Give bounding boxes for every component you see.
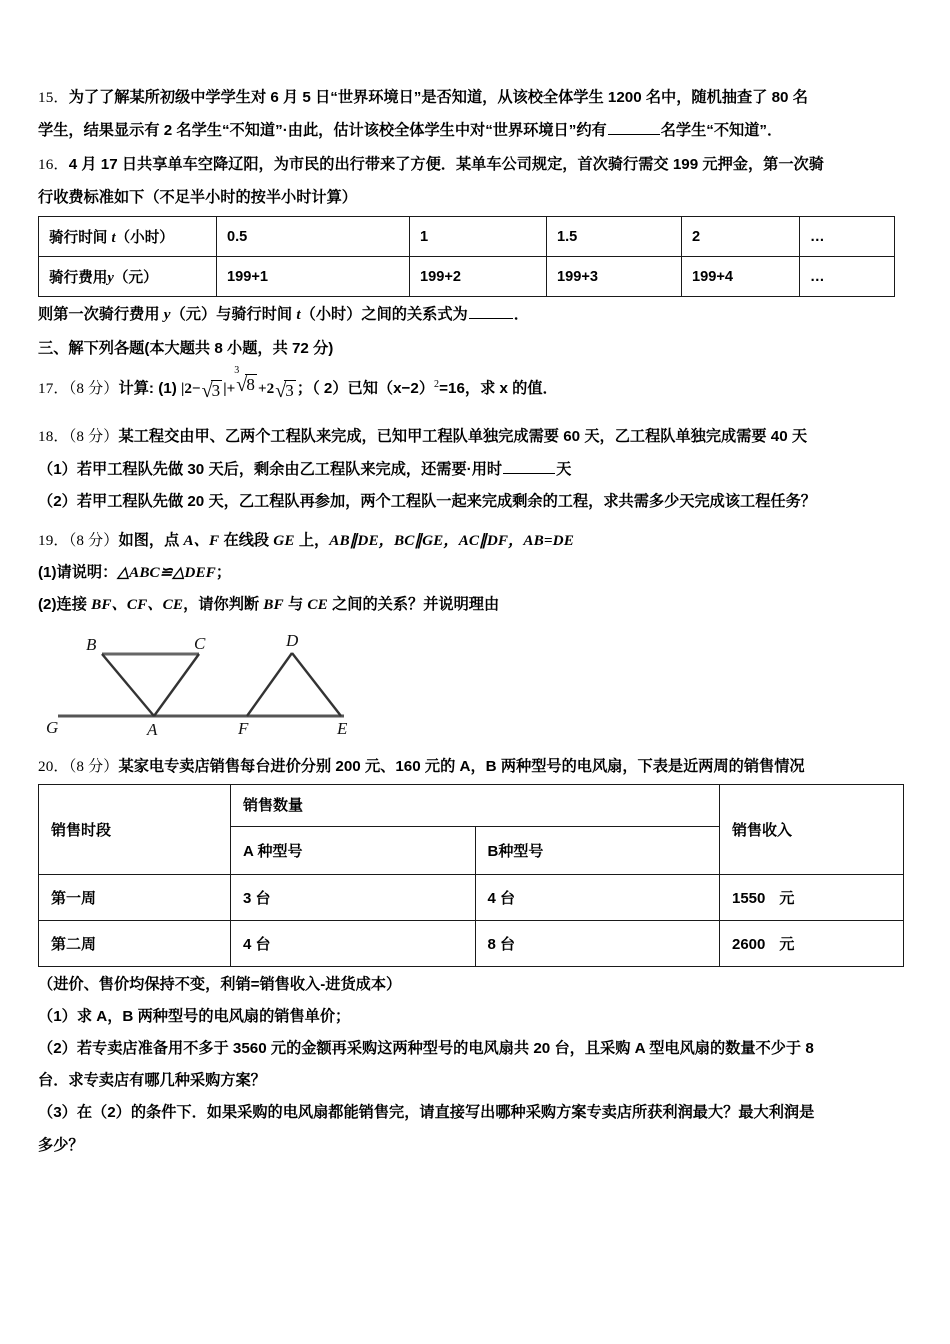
table-header-row-1 [39, 785, 904, 827]
q16-after-c: （小时）之间的关系式为 [300, 306, 468, 324]
q17-expr-a: |2− [180, 379, 201, 397]
q15-line-2 [38, 119, 898, 142]
q16-relation-line [38, 303, 898, 326]
cell-period-week2: 第二周 [39, 921, 231, 967]
figure-label-E: E [337, 719, 348, 738]
spacer [38, 746, 898, 755]
row-label-fee-var: y [107, 270, 114, 287]
q19-score: （8 分） [68, 531, 119, 549]
q18-sub-1 [38, 458, 898, 481]
q19-segments-1: BF、CF、CE [91, 595, 184, 613]
q20-sub-1 [38, 1005, 898, 1028]
q20-text-1: 某家电专卖店销售每台进价分别 200 元、160 元的 A，B 两种型号的电风扇，下表是近两周的销售情况 [118, 758, 805, 775]
q16-var-t: t [296, 306, 301, 324]
cell-time-4: … [800, 217, 895, 257]
q20-sub2-line-1 [38, 1037, 898, 1060]
q17-part2-tail: =16，求 x 的值． [439, 379, 558, 397]
question-20 [38, 755, 898, 778]
cell-time-3: 2 [682, 217, 800, 257]
q20-sub1-text: （1）求 A，B 两种型号的电风扇的销售单价； [38, 1008, 351, 1026]
income-unit-week1: 元 [779, 890, 795, 908]
header-model-b: B种型号 [475, 827, 720, 875]
q19-congruence: △ABC≌△DEF [117, 563, 216, 581]
section-3-heading-text: 三、解下列各题(本大题共 8 小题，共 72 分) [38, 340, 334, 358]
cell-time-2: 1.5 [547, 217, 682, 257]
figure-label-G: G [46, 718, 59, 737]
q16-line-1 [38, 153, 898, 176]
sqrt-3-second-radicand: 3 [285, 380, 294, 400]
figure-label-A: A [147, 720, 158, 739]
row-label-fee [39, 257, 217, 297]
q19-line-1 [38, 529, 898, 552]
cell-fee-3: 199+4 [682, 257, 800, 297]
q20-sub3-line-1 [38, 1101, 898, 1124]
q19-sub-2 [38, 593, 898, 616]
cell-period-week1: 第一周 [39, 875, 231, 921]
sqrt-3-first-radicand: 3 [211, 380, 221, 400]
spacer [38, 515, 898, 529]
cell-income-week2 [720, 921, 904, 967]
q17-number: 17． [38, 379, 69, 397]
segment-DE [292, 653, 341, 716]
segment-BA [102, 654, 154, 716]
q16-var-y: y [163, 306, 171, 324]
q20-sub3-line-2 [38, 1134, 898, 1157]
q18-line-1 [38, 425, 898, 448]
header-sales-income: 销售收入 [720, 785, 904, 875]
cell-b-qty-week2: 8 台 [475, 921, 720, 967]
q16-after-a: 则第一次骑行费用 [38, 306, 164, 324]
q20-number: 20． [38, 758, 69, 775]
figure-label-D: D [286, 631, 299, 650]
table-row [39, 217, 895, 257]
q19-conditions: AB∥DE，BC∥GE，AC∥DF，AB=DE [329, 531, 574, 549]
q19-sub2-b: ，请你判断 [183, 595, 264, 613]
q19-sub2-a: (2)连接 [38, 595, 92, 613]
question-18 [38, 425, 898, 512]
q17-expr-d: ； [296, 379, 313, 397]
geometry-figure-svg [44, 628, 384, 740]
question-19 [38, 529, 898, 616]
q19-text-a: 如图，点 [118, 531, 184, 549]
q16-number: 16． [38, 156, 69, 174]
table-row [39, 921, 904, 967]
q19-sub1-a: (1)请说明： [38, 563, 118, 581]
cube-root-8: 3 √8 [234, 364, 255, 396]
cell-fee-0: 199+1 [217, 257, 410, 297]
page-content [38, 86, 898, 1159]
q17-part2: （ 2）已知（x−2） [312, 379, 435, 397]
figure-label-C: C [194, 634, 206, 653]
figure-label-F: F [238, 719, 249, 738]
q17-expr-b: |+ [223, 379, 236, 397]
cycling-fee-table [38, 216, 895, 297]
cell-fee-2: 199+3 [547, 257, 682, 297]
sales-table [38, 784, 904, 967]
cube-root-8-radicand: 8 [246, 374, 255, 394]
q19-sub2-c: 与 [283, 595, 308, 613]
q19-number: 19． [38, 531, 69, 549]
q15-text-2b: 名学生“不知道”． [660, 122, 783, 140]
income-unit-week2: 元 [779, 936, 795, 954]
q19-points: A、F [183, 531, 220, 549]
spacer [38, 363, 898, 377]
row-label-time-pre: 骑行时间 [49, 230, 112, 247]
q20-note-text: （进价、售价均保持不变，利销=销售收入-进货成本） [38, 976, 402, 994]
sqrt-3-first: √3 [201, 379, 221, 402]
q19-segment-ce: CE [307, 595, 328, 613]
q20-sub-3 [38, 1101, 898, 1156]
q20-sub2-text-1: （2）若专卖店准备用不多于 3560 元的金额再采购这两种型号的电风扇共 20 台，且采购 A 型电风扇的数量不少于 8 [38, 1040, 814, 1058]
q20-sub3-text-1: （3）在（2）的条件下．如果采购的电风扇都能销售完，请直接写出哪种采购方案专卖店所获利润最大？最大利润是 [38, 1104, 815, 1122]
header-sales-period: 销售时段 [39, 785, 231, 875]
cell-fee-4: … [800, 257, 895, 297]
q15-answer-blank[interactable] [608, 120, 660, 135]
q19-text-c: 上， [294, 531, 330, 549]
q17-score: （8 分） [68, 379, 119, 397]
table-row [39, 875, 904, 921]
header-sales-quantity: 销售数量 [231, 785, 720, 827]
sqrt-3-second: √3 [275, 379, 294, 402]
q19-sub2-d: 之间的关系？并说明理由 [327, 595, 500, 613]
header-model-a: A 种型号 [231, 827, 476, 875]
q16-after-d: ． [513, 306, 529, 324]
spacer [38, 144, 898, 153]
q16-after-b: （元）与骑行时间 [170, 306, 297, 324]
q18-score: （8 分） [68, 428, 119, 446]
income-value-week2: 2600 [732, 936, 766, 954]
q20-sub2-text-2: 台．求专卖店有哪几种采购方案？ [38, 1072, 266, 1090]
cell-a-qty-week2: 4 台 [231, 921, 476, 967]
figure-label-B: B [86, 635, 97, 654]
section-3-heading [38, 337, 898, 360]
q18-number: 18． [38, 428, 69, 446]
cell-time-0: 0.5 [217, 217, 410, 257]
q19-segment-ge: GE [273, 531, 295, 549]
q20-note [38, 973, 898, 996]
q19-sub-1 [38, 561, 898, 584]
q20-sub3-text-2: 多少？ [38, 1136, 84, 1154]
cell-b-qty-week1: 4 台 [475, 875, 720, 921]
q18-sub2-text: （2）若甲工程队先做 20 天，乙工程队再参加，两个工程队一起来完成剩余的工程，求共需多少天完成该工程任务？ [38, 492, 816, 510]
q16-answer-blank[interactable] [469, 304, 513, 319]
q15-line-1 [38, 86, 898, 109]
q18-text-1: 某工程交由甲、乙两个工程队来完成，已知甲工程队单独完成需要 60 天，乙工程队单独完成需要 40 天 [118, 428, 808, 446]
row-label-time-var: t [111, 230, 116, 247]
cell-a-qty-week1: 3 台 [231, 875, 476, 921]
row-label-time-post: （小时） [115, 230, 174, 247]
q16-text-1: 4 月 17 日共享单车空降辽阳，为市民的出行带来了方便．某单车公司规定，首次骑行需交 199 元押金，第一次骑 [68, 156, 824, 174]
cube-root-index: 3 [234, 364, 240, 376]
table-row [39, 257, 895, 297]
q20-sub2-line-2 [38, 1069, 898, 1092]
question-15 [38, 86, 898, 142]
q16-text-2: 行收费标准如下（不足半小时的按半小时计算） [38, 189, 357, 207]
q18-sub1-b: 天 [556, 460, 572, 478]
q17-lead: 计算: (1) [118, 379, 181, 397]
q18-sub-2 [38, 490, 898, 513]
q20-sub-2 [38, 1037, 898, 1092]
q15-number: 15． [38, 89, 69, 106]
segment-CA [154, 654, 199, 716]
cell-fee-1: 199+2 [410, 257, 547, 297]
q18-answer-blank[interactable] [503, 458, 555, 473]
q20-score: （8 分） [68, 758, 119, 775]
question-17 [38, 364, 898, 404]
row-label-fee-post: （元） [113, 270, 158, 287]
q18-sub1-a: （1）若甲工程队先做 30 天后，剩余由乙工程队来完成，还需要·用时 [38, 460, 503, 478]
q16-line-2 [38, 186, 898, 209]
q15-text-1: 为了了解某所初级中学学生对 6 月 5 日“世界环境日”是否知道，从该校全体学生 1200 名中，随机抽查了 80 名 [68, 89, 808, 106]
q15-text-2a: 学生，结果显示有 2 名学生“不知道”·由此，估计该校全体学生中对“世界环境日”约有 [38, 122, 607, 140]
question-16 [38, 153, 898, 209]
cell-income-week1 [720, 875, 904, 921]
spacer [38, 405, 898, 425]
spacer [38, 328, 898, 337]
q19-sub1-b: ； [215, 563, 232, 581]
row-label-fee-pre: 骑行费用 [49, 270, 108, 287]
geometry-figure [44, 628, 384, 740]
q17-expr-c: +2 [257, 379, 275, 397]
row-label-time [39, 217, 217, 257]
income-value-week1: 1550 [732, 890, 766, 908]
q17-part2-exponent: 2 [434, 378, 440, 390]
q19-segment-bf: BF [263, 595, 284, 613]
cell-time-1: 1 [410, 217, 547, 257]
q19-text-b: 在线段 [219, 531, 274, 549]
segment-DF [247, 653, 292, 716]
